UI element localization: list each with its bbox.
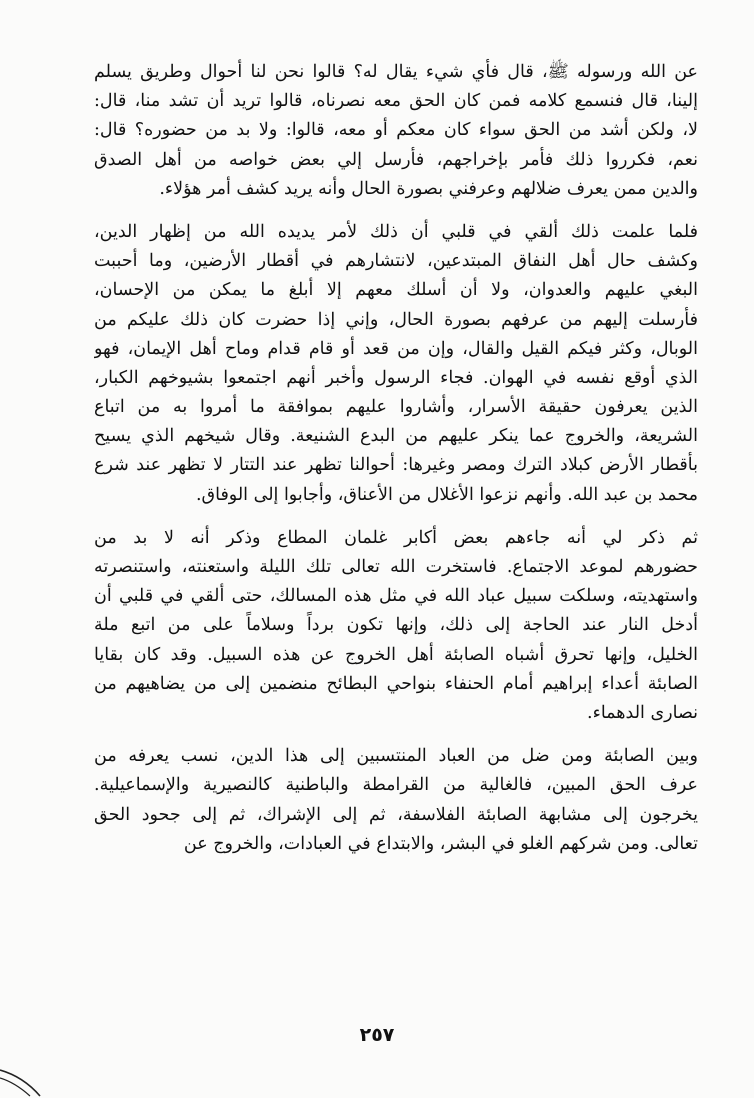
text-line: إلينا، قال فنسمع كلامه فمن كان الحق معه نصرناه، قالوا تريد أن تشد منا، قال: [94, 91, 698, 112]
text-line: فلما علمت ذلك ألقي في قلبي أن ذلك لأمر يديده الله من إظهار الدين، [94, 221, 698, 242]
text-line: عرف الحق المبين، فالغالية من القرامطة والباطنية كالنصيرية والإسماعيلية. [94, 775, 698, 796]
text-line: البغي عليهم والعدوان، ولا أن أسلك معهم إلا أبلغ ما يمكن من الإحسان، [94, 280, 698, 301]
text-line: الصابئة أعداء إبراهيم أمام الحنفاء بنواحي البطائح منضمين إلى من يضاهيهم من [94, 673, 698, 694]
text-line: نصارى الدهماء. [587, 702, 698, 723]
paragraph [94, 742, 698, 859]
text-line: وبين الصابئة ومن ضل من العباد المنتسبين إلى هذا الدين، نسب يعرفه من [94, 746, 698, 767]
page-corner-curl [0, 1064, 44, 1098]
text-line: بأقطار الأرض كبلاد الترك ومصر وغيرها: أحوالنا تظهر عند التتار لا تظهر عند شرع [94, 455, 698, 476]
text-line: لا، ولكن أشد من الحق سواء كان معكم أو معه، قالوا: ولا بد من حضوره؟ قال: [94, 120, 698, 141]
page-number: ٢٥٧ [359, 1024, 395, 1046]
paragraph [94, 58, 698, 204]
text-line: الذين يعرفون حقيقة الأسرار، وأشاروا عليهم بموافقة ما أمروا به من اتباع [94, 397, 698, 418]
text-line: الذي أوقع نفسه في الهوان. فجاء الرسول وأخبر أنهم اجتمعوا بشيوخهم الكبار، [94, 367, 698, 388]
text-line: والدين ممن يعرف ضلالهم وعرفني بصورة الحال وأنه يريد كشف أمر هؤلاء. [159, 178, 698, 199]
text-line: يخرجون إلى مشابهة الصابئة الفلاسفة، ثم إلى الإشراك، ثم إلى جحود الحق [94, 804, 698, 825]
text-line: الشريعة، والخروج عما ينكر عليهم من البدع الشنيعة. وقال شيخهم الذي يسيح [94, 426, 698, 447]
text-line: ثم ذكر لي أنه جاءهم بعض أكابر غلمان المطاع وذكر أنه لا بد من [94, 527, 698, 548]
text-line: محمد بن عبد الله. وأنهم نزعوا الأغلال من الأعناق، وأجابوا إلى الوفاق. [195, 484, 698, 505]
text-line: أدخل النار عند الحاجة إلى ذلك، وإنها تكون برداً وسلاماً على من اتبع ملة [94, 615, 698, 636]
paragraph [94, 218, 698, 510]
text-line: عن الله ورسوله ﷺ، قال فأي شيء يقال له؟ قالوا نحن لنا أحوال وطريق يسلم [94, 62, 698, 82]
text-line: فأرسلت إليهم من عرفهم بصورة الحال، وإني إذا حضرت كان ذلك عليكم من [94, 309, 698, 330]
text-line: حضورهم لموعد الاجتماع. فاستخرت الله تعالى تلك الليلة واستعنته، واستنصرته [94, 557, 698, 577]
text-line: وكشف حال أهل النفاق المبتدعين، لانتشارهم في أقطار الأرضين، وما أحببت [94, 251, 698, 272]
text-line: نعم، فكرروا ذلك فأمر بإخراجهم، فأرسل إلي بعض خواصه من أهل الصدق [94, 149, 698, 170]
text-line: الخليل، وإنها تحرق أشباه الصابئة أهل الخروج عن هذه السبيل. وقد كان بقايا [94, 644, 698, 665]
text-line: واستهديته، وسلكت سبيل عباد الله في مثل هذه المسالك، حتى ألقي في قلبي أن [94, 586, 698, 607]
text-line: تعالى. ومن شركهم الغلو في البشر، والابتداع في العبادات، والخروج عن [183, 833, 698, 854]
text-line: الوبال، وكثر فيكم القيل والقال، وإن من قعد أو قام قدام وماح أهل الإيمان، فهو [94, 338, 698, 359]
paragraph [94, 524, 698, 728]
body-text [94, 58, 698, 873]
